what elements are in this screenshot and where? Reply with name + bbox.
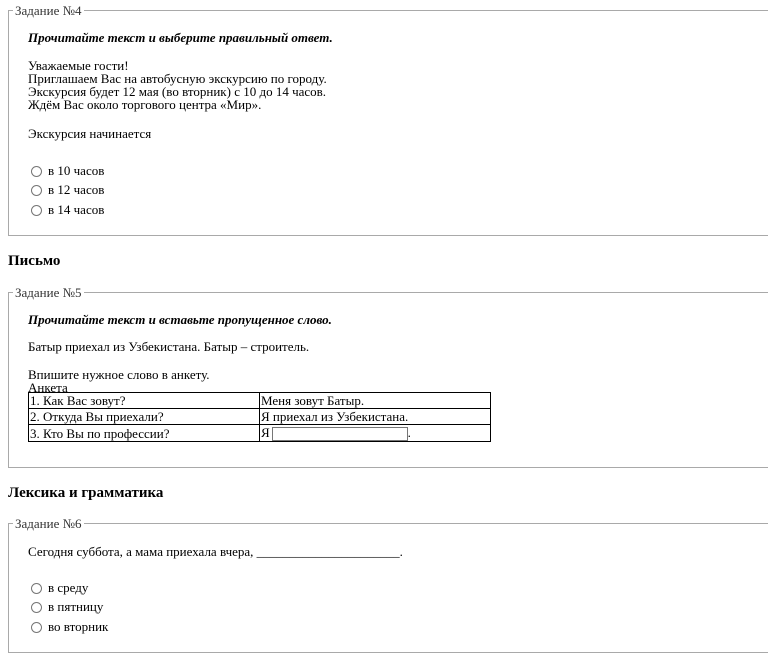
answer-cell: Меня зовут Батыр. — [260, 393, 491, 409]
option-label: в среду — [48, 580, 89, 595]
task-6-text: Сегодня суббота, а мама приехала вчера, ______________________. — [28, 544, 403, 559]
task-4-option-2[interactable] — [31, 183, 104, 197]
option-label: в пятницу — [48, 599, 104, 614]
task-6-option-3[interactable] — [31, 620, 108, 634]
task-4-question: Экскурсия начинается — [28, 126, 152, 141]
answer-cell-input — [260, 425, 491, 442]
task-4-fieldset — [8, 3, 768, 236]
anketa-table — [28, 392, 491, 442]
task-4-text-line: Уважаемые гости! — [28, 58, 129, 73]
form-title: Анкета — [28, 380, 68, 395]
answer-prefix: Я — [261, 425, 270, 440]
task-5-text: Батыр приехал из Узбекистана. Батыр – строитель. — [28, 339, 310, 354]
answer-cell: Я приехал из Узбекистана. — [260, 409, 491, 425]
radio-button[interactable] — [31, 185, 42, 196]
option-label: в 14 часов — [48, 202, 105, 217]
radio-button[interactable] — [31, 166, 42, 177]
radio-button[interactable] — [31, 583, 42, 594]
question-cell: 1. Как Вас зовут? — [29, 393, 260, 409]
section-heading-writing: Письмо — [8, 253, 61, 269]
task-5-instruction: Прочитайте текст и вставьте пропущенное слово. — [28, 312, 332, 327]
task-4-instruction: Прочитайте текст и выберите правильный ответ. — [28, 30, 333, 45]
task-5-fieldset — [8, 285, 768, 468]
task-6-option-2[interactable] — [31, 600, 103, 614]
question-cell: 3. Кто Вы по профессии? — [29, 425, 260, 442]
task-4-text-line: Экскурсия будет 12 мая (во вторник) с 10 до 14 часов. — [28, 84, 327, 99]
task-4-option-1[interactable] — [31, 164, 104, 178]
task-4-text-line: Ждём Вас около торгового центра «Мир». — [28, 97, 262, 112]
task-4-legend: Задание №4 — [15, 3, 82, 18]
option-label: в 12 часов — [48, 182, 105, 197]
task-6-legend: Задание №6 — [15, 516, 82, 531]
table-row — [29, 425, 491, 442]
radio-button[interactable] — [31, 622, 42, 633]
option-label: в 10 часов — [48, 163, 105, 178]
task-6-option-1[interactable] — [31, 581, 88, 595]
question-cell: 2. Откуда Вы приехали? — [29, 409, 260, 425]
radio-button[interactable] — [31, 205, 42, 216]
task-4-option-3[interactable] — [31, 203, 104, 217]
answer-suffix: . — [407, 425, 411, 440]
radio-button[interactable] — [31, 602, 42, 613]
task-6-fieldset — [8, 516, 768, 653]
missing-word-input[interactable] — [272, 427, 408, 441]
section-heading-grammar: Лексика и грамматика — [8, 485, 164, 501]
table-row — [29, 409, 491, 425]
task-4-text-line: Приглашаем Вас на автобусную экскурсию по городу. — [28, 71, 327, 86]
option-label: во вторник — [48, 619, 109, 634]
task-5-legend: Задание №5 — [15, 285, 82, 300]
table-row — [29, 393, 491, 409]
task-5-prompt: Впишите нужное слово в анкету. — [28, 367, 210, 382]
